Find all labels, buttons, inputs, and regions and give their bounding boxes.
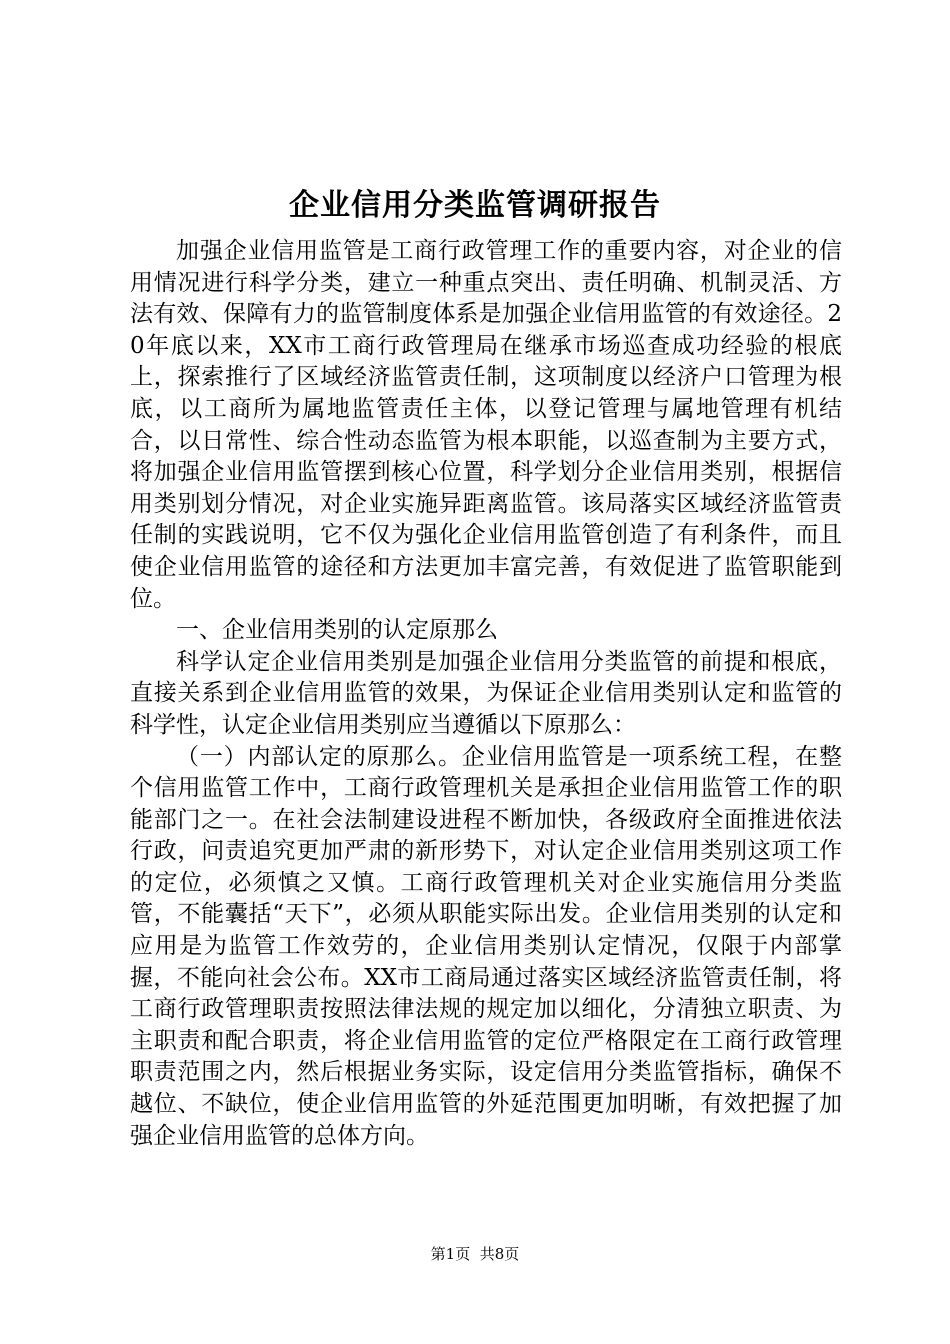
document-title: 企业信用分类监管调研报告	[289, 188, 661, 223]
internal-principle-paragraph: （一）内部认定的原那么。企业信用监管是一项系统工程，在整个信用监管工作中，工商行政管理机关是承担企业信用监管工作的职能部门之一。在社会法制建设进程不断加快，各级政府全面推进依法行政，问责追究更加严肃的新形势下，对认定企业信用类别这项工作的定位，必须慎之又慎。工商行政管理机关对企业实施信用分类监管，不能囊括“天下”，必须从职能实际出发。企业信用类别的认定和应用是为监管工作效劳的，企业信用类别认定情况，仅限于内部掌握，不能向社会公布。XX市工商局通过落实区域经济监管责任制，将工商行政管理职责按照法律法规的规定加以细化，分清独立职责、为主职责和配合职责，将企业信用监管的定位严格限定在工商行政管理职责范围之内，然后根据业务实际，设定信用分类监管指标，确保不越位、不缺位，使企业信用监管的外延范围更加明晰，有效把握了加强企业信用监管的总体方向。	[130, 743, 842, 1149]
section-heading: 一、企业信用类别的认定原那么	[176, 617, 498, 644]
page-footer	[0, 1244, 950, 1264]
principles-paragraph: 科学认定企业信用类别是加强企业信用分类监管的前提和根底，直接关系到企业信用监管的效果，为保证企业信用类别认定和监管的科学性，认定企业信用类别应当遵循以下原那么：	[130, 648, 842, 738]
intro-paragraph: 加强企业信用监管是工商行政管理工作的重要内容，对企业的信用情况进行科学分类，建立一种重点突出、责任明确、机制灵活、方法有效、保障有力的监管制度体系是加强企业信用监管的有效途径。20年底以来，XX市工商行政管理局在继承市场巡查成功经验的根底上，探索推行了区域经济监管责任制，这项制度以经济户口管理为根底，以工商所为属地监管责任主体，以登记管理与属地管理有机结合，以日常性、综合性动态监管为根本职能，以巡查制为主要方式，将加强企业信用监管摆到核心位置，科学划分企业信用类别，根据信用类别划分情况，对企业实施异距离监管。该局落实区域经济监管责任制的实践说明，它不仅为强化企业信用监管创造了有利条件，而且使企业信用监管的途径和方法更加丰富完善，有效促进了监管职能到位。	[130, 238, 842, 612]
document-body	[130, 236, 842, 1152]
page-number: 第1页	[430, 1245, 471, 1263]
page-total: 共8页	[479, 1245, 520, 1263]
